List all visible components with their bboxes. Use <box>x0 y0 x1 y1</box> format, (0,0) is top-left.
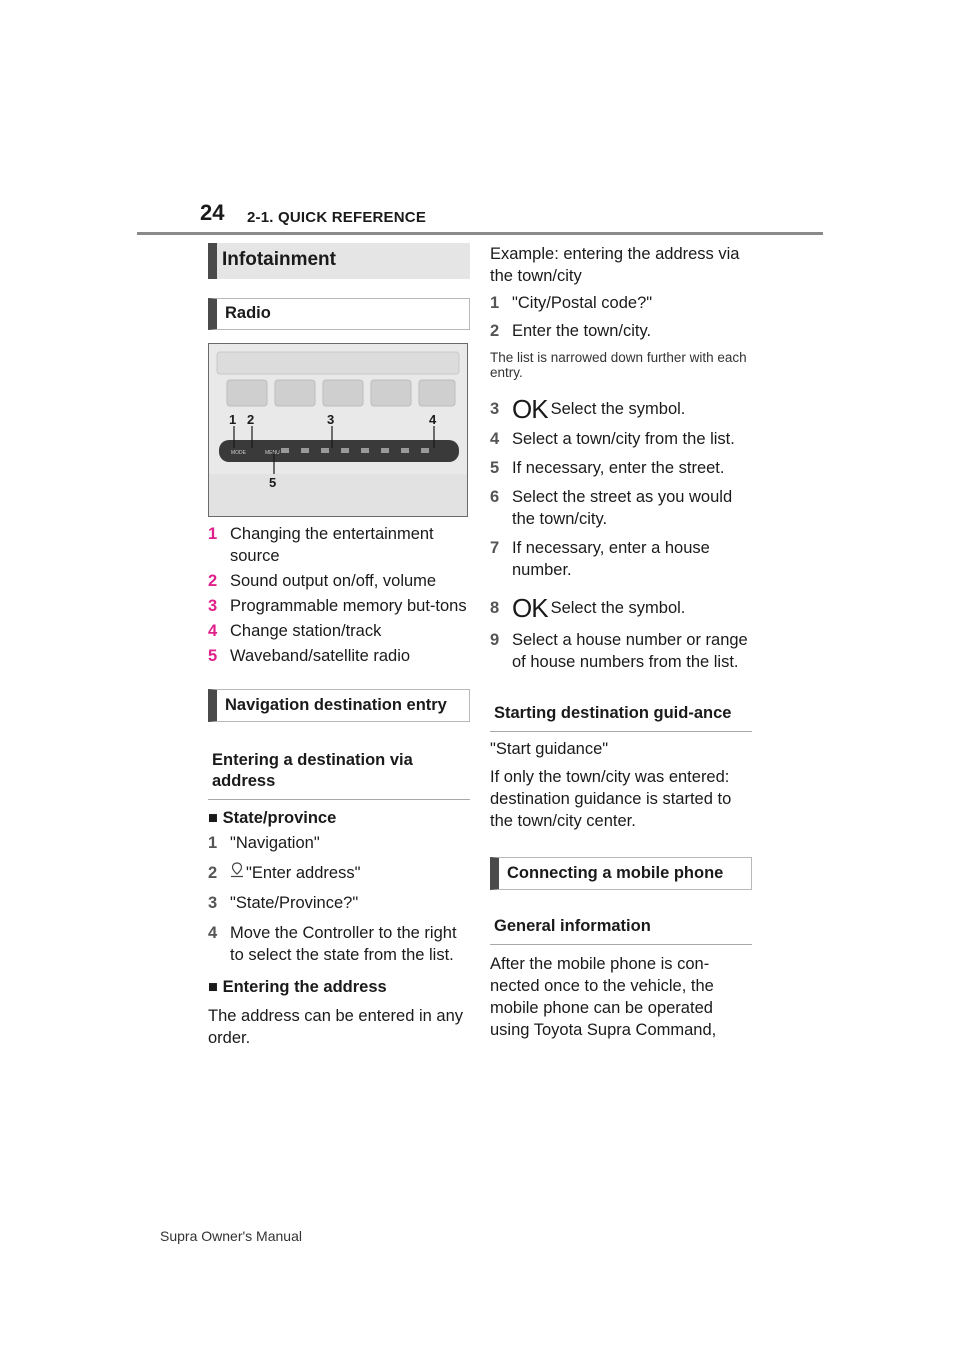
list-item: 8 OK Select the symbol. <box>490 593 686 623</box>
header-rule <box>137 232 823 235</box>
callout-1: 1 <box>229 412 237 427</box>
radio-items-list <box>208 523 470 667</box>
state-bullet: ■ State/province <box>208 809 337 827</box>
list-item: 2 "Enter address" <box>208 864 361 882</box>
list-item: 1 "City/Postal code?" <box>490 294 653 312</box>
list-item: 3 Programmable memory but-tons <box>208 597 467 615</box>
example-text: Example: entering the address via the town/city <box>490 245 740 285</box>
callout-5: 5 <box>269 475 277 490</box>
list-item: 5 If necessary, enter the street. <box>490 459 725 477</box>
radio-panel-illustration <box>209 344 467 516</box>
footer-text: Supra Owner's Manual <box>160 1228 302 1244</box>
address-text: The address can be entered in any order. <box>208 1007 464 1047</box>
city-steps-list <box>490 428 752 581</box>
callout-4: 4 <box>429 412 437 427</box>
guidance-heading: Starting destination guid-ance <box>490 697 752 732</box>
map-pin-icon <box>230 862 244 884</box>
list-item: 3 OK Select the symbol. <box>490 394 686 424</box>
guidance-quote: "Start guidance" <box>490 740 609 758</box>
radio-panel-figure <box>208 343 468 517</box>
navigation-heading: Navigation destination entry <box>208 689 470 722</box>
address-bullet: ■ Entering the address <box>208 978 387 996</box>
narrowing-note: The list is narrowed down further with each entry. <box>490 350 747 380</box>
list-item: 4 Select a town/city from the list. <box>490 430 735 448</box>
radio-heading: Radio <box>208 298 470 330</box>
right-column <box>490 243 752 1041</box>
mobile-phone-heading: Connecting a mobile phone <box>490 857 752 890</box>
general-info-heading: General information <box>490 910 752 945</box>
section-header: 2-1. QUICK REFERENCE <box>247 209 427 226</box>
list-item: 1 "Navigation" <box>208 834 320 852</box>
ok-icon: OK <box>512 394 548 424</box>
list-item: 4 Move the Controller to the right to select the state from the list. <box>208 924 457 964</box>
left-column <box>208 243 470 1049</box>
list-item: 2 Sound output on/off, volume <box>208 572 437 590</box>
general-info-text: After the mobile phone is con-nected once to the vehicle, the mobile phone can be operated using Toyota Supra Command, <box>490 955 717 1039</box>
state-steps-list <box>208 832 470 966</box>
infotainment-heading: Infotainment <box>208 243 470 279</box>
page-number: 24 <box>200 200 225 225</box>
list-item: 2 Enter the town/city. <box>490 322 652 340</box>
list-item: 3 "State/Province?" <box>208 894 359 912</box>
list-item: 1 Changing the entertainment source <box>208 525 434 565</box>
list-item: 5 Waveband/satellite radio <box>208 647 411 665</box>
mode-button-label: MODE <box>231 450 246 456</box>
ok-icon: OK <box>512 593 548 623</box>
callout-2: 2 <box>247 412 255 427</box>
list-item: 7 If necessary, enter a house number. <box>490 539 710 579</box>
guidance-text: If only the town/city was entered: destination guidance is started to the town/city center. <box>490 768 732 830</box>
list-item: 4 Change station/track <box>208 622 382 640</box>
list-item: 6 Select the street as you would the town/city. <box>490 488 733 528</box>
callout-3: 3 <box>327 412 335 427</box>
menu-button-label: MENU <box>265 450 280 456</box>
address-heading: Entering a destination via address <box>208 744 470 800</box>
list-item: 9 Select a house number or range of house numbers from the list. <box>490 631 748 671</box>
